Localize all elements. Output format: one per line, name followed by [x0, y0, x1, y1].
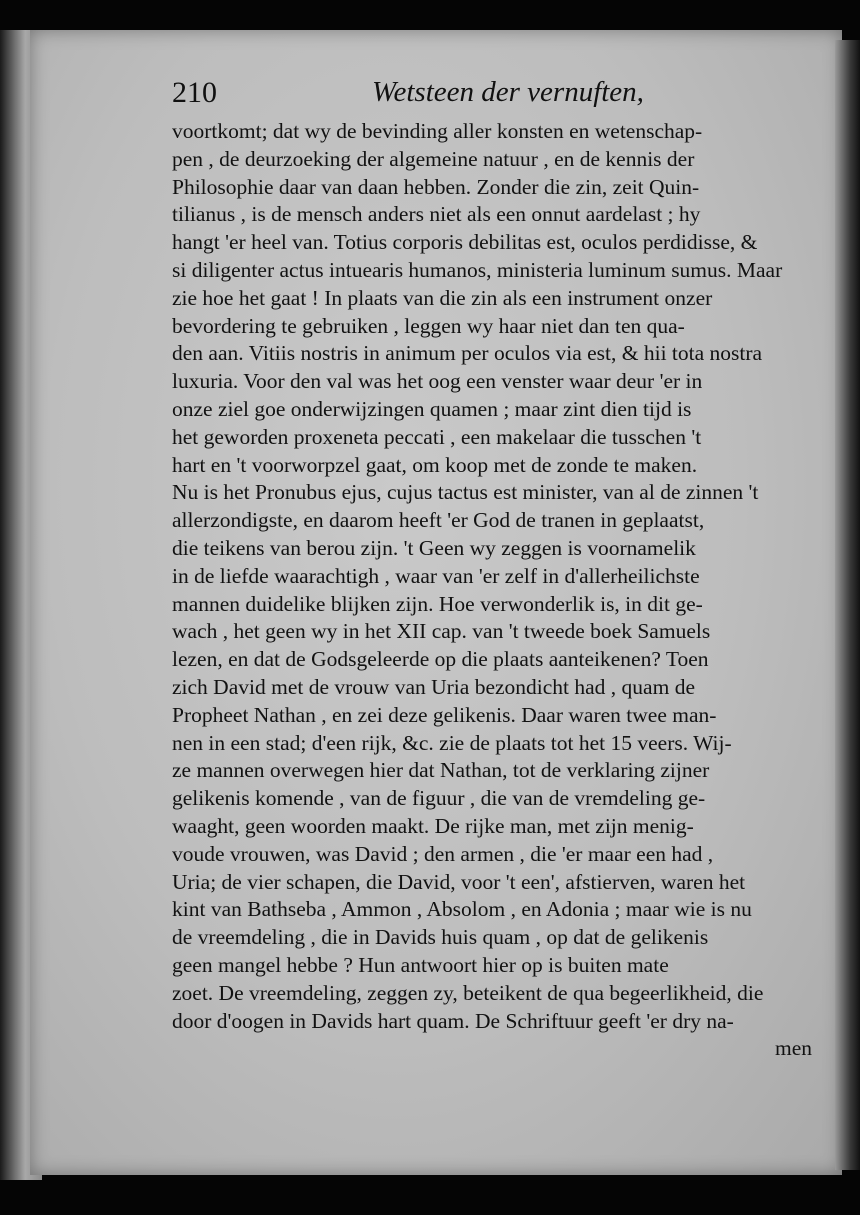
catchword: men — [774, 1036, 812, 1061]
text-line: allerzondigste, en daarom heeft 'er God de tranen in geplaatst, — [172, 508, 705, 533]
running-head: Wetsteen der vernuften, — [372, 76, 644, 108]
text-line: onze ziel goe onderwijzingen quamen ; maar zint dien tijd is — [172, 396, 692, 421]
text-line: zie hoe het gaat ! In plaats van die zin als een instrument onzer — [172, 285, 713, 310]
text-line: Philosophie daar van daan hebben. Zonder die zin, zeit Quin- — [172, 174, 700, 199]
text-line: gelikenis komende , van de figuur , die van de vremdeling ge- — [172, 786, 706, 811]
text-line: de vreemdeling , die in Davids huis quam , op dat de gelikenis — [172, 925, 709, 950]
text-line: hangt 'er heel van. Totius corporis debilitas est, oculos perdidisse, & — [172, 230, 758, 255]
text-line: wach , het geen wy in het XII cap. van 't tweede boek Samuels — [172, 619, 711, 644]
text-line: lezen, en dat de Godsgeleerde op die plaats aanteikenen? Toen — [172, 647, 709, 672]
text-line: kint van Bathseba , Ammon , Absolom , en Adonia ; maar wie is nu — [172, 897, 752, 922]
text-line: hart en 't voorworpzel gaat, om koop met de zonde te maken. — [172, 452, 698, 477]
text-line: den aan. Vitiis nostris in animum per oculos via est, & hii tota nostra — [172, 341, 763, 366]
text-line: voortkomt; dat wy de bevinding aller konsten en wetenschap- — [172, 119, 703, 143]
text-line: tilianus , is de mensch anders niet als een onnut aardelast ; hy — [172, 202, 701, 227]
text-line: pen , de deurzoeking der algemeine natuur , en de kennis der — [172, 146, 695, 171]
text-line: nen in een stad; d'een rijk, &c. zie de plaats tot het 15 veers. Wij- — [172, 730, 732, 755]
right-page-edge — [835, 40, 860, 1170]
text-line: waaght, geen woorden maakt. De rijke man, met zijn menig- — [172, 813, 694, 838]
text-line: in de liefde waarachtigh , waar van 'er zelf in d'allerheilichste — [172, 563, 700, 588]
body-text — [172, 118, 812, 1063]
text-line: die teikens van berou zijn. 't Geen wy zeggen is voornamelik — [172, 535, 696, 560]
text-line: Propheet Nathan , en zei deze gelikenis. Daar waren twee man- — [172, 702, 717, 727]
text-line: Uria; de vier schapen, die David, voor 't een', afstierven, waren het — [172, 869, 746, 894]
text-line: luxuria. Voor den val was het oog een venster waar deur 'er in — [172, 369, 703, 394]
text-line: si diligenter actus intuearis humanos, ministeria luminum sumus. Maar — [172, 257, 783, 282]
text-line: het geworden proxeneta peccati , een makelaar die tusschen 't — [172, 424, 702, 449]
page-number: 210 — [172, 76, 217, 109]
text-line: ze mannen overwegen hier dat Nathan, tot de verklaring zijner — [172, 758, 710, 783]
text-line: door d'oogen in Davids hart quam. De Schriftuur geeft 'er dry na- — [172, 1008, 734, 1033]
text-line: voude vrouwen, was David ; den armen , die 'er maar een had , — [172, 841, 714, 866]
text-line: bevordering te gebruiken , leggen wy haar niet dan ten qua- — [172, 313, 685, 338]
text-line: zich David met de vrouw van Uria bezondicht had , quam de — [172, 674, 695, 699]
text-line: geen mangel hebbe ? Hun antwoort hier op is buiten mate — [172, 952, 669, 977]
text-line: Nu is het Pronubus ejus, cujus tactus est minister, van al de zinnen 't — [172, 480, 759, 505]
text-line: zoet. De vreemdeling, zeggen zy, beteikent de qua begeerlikheid, die — [172, 980, 764, 1005]
text-line: mannen duidelike blijken zijn. Hoe verwonderlik is, in dit ge- — [172, 591, 703, 616]
page-header — [172, 76, 812, 116]
